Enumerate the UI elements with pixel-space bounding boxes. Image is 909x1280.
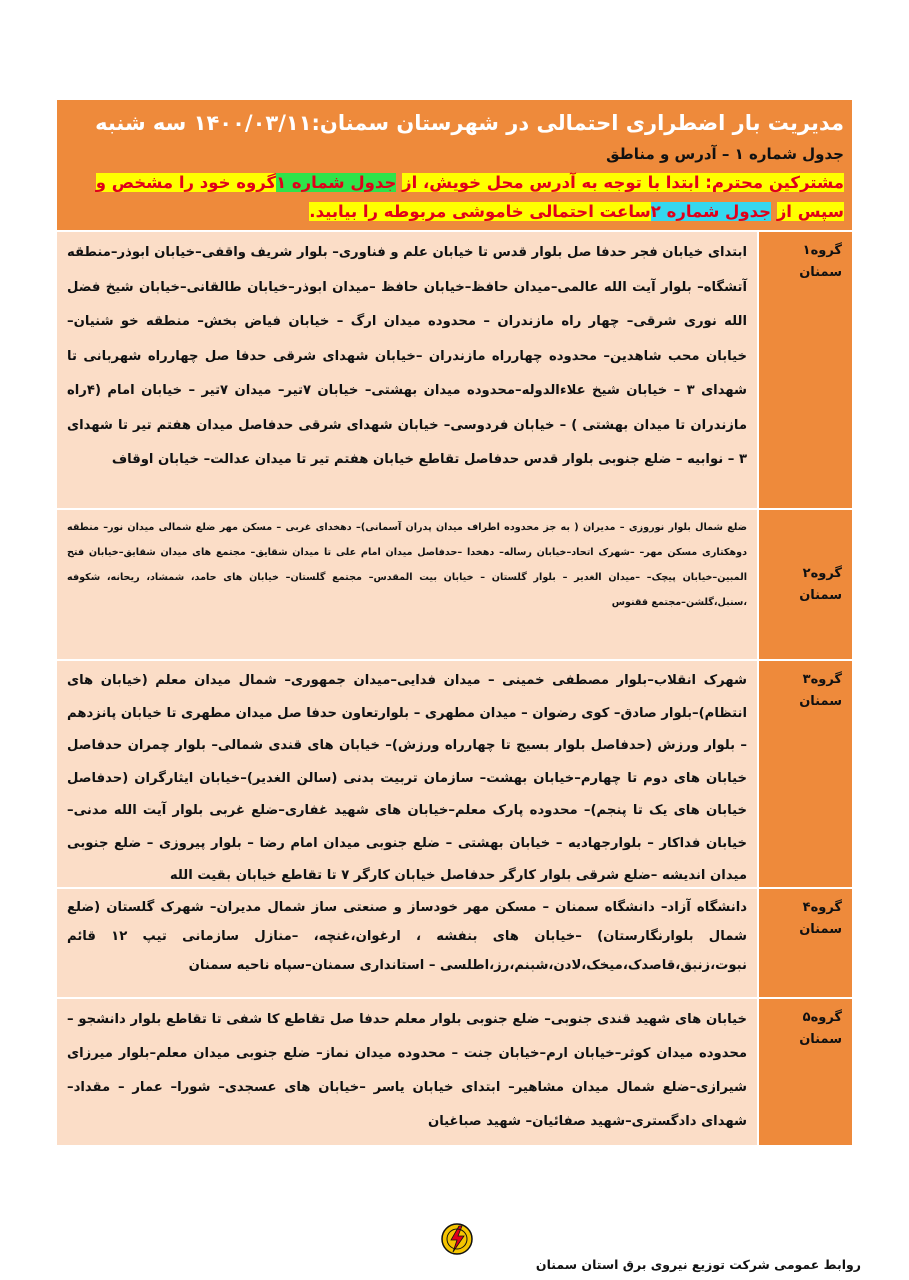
group-label-cell — [759, 232, 852, 508]
table-row — [57, 659, 852, 887]
group-label: گروه۵ — [802, 1010, 842, 1025]
announcement-document — [57, 100, 852, 1145]
notice-part-1: مشترکین محترم: ابتدا با توجه به آدرس محل خویش، از — [402, 173, 844, 192]
notice-part-5: ساعت احتمالی خاموشی مربوطه را بیابید. — [309, 202, 651, 221]
group-label: گروه۳ — [802, 672, 842, 687]
group-address-cell: دانشگاه آزاد– دانشگاه سمنان – مسکن مهر خودساز و صنعتی ساز شمال مدیران– شهرک گلستان (ضلع شمال بلوارنگارستان) –خیابان های بنفشه ، ارغوان،غنچه، –منازل سازمانی تیپ ۱۲ قائم نبوت،زنبق،قاصدک،میخک،لادن،شبنم،رز،اطلسی – استانداری سمنان–سپاه ناحیه سمنان — [57, 889, 759, 997]
group-label-cell — [759, 661, 852, 887]
group-address-cell: خیابان های شهید قندی جنوبی– ضلع جنوبی بلوار معلم حدفا صل تقاطع کا شفی تا تقاطع بلوار دانشجو – محدوده میدان کوثر–خیابان ارم–خیابان جنت – محدوده میدان نماز– ضلع جنوبی میدان معلم–بلوار میرزای شیرازی–ضلع شمال میدان مشاهیر– ابتدای خیابان یاسر –خیابان های عسجدی– شورا– عمار – مقداد– شهدای دادگستری–شهید صفائیان– شهید صباغیان — [57, 999, 759, 1145]
group-address-cell: ضلع شمال بلوار نوروزی – مدیران ( به جز محدوده اطراف میدان پدران آسمانی)– دهخدای غربی – مسکن مهر ضلع شمالی میدان نور– منطقه دوهکتاری مسکن مهر– –شهرک اتحاد–خیابان رساله– دهخدا –حدفاصل میدان امام علی تا میدان شقایق– مجتمع های میدان شقایق–خیابان فتح المبین–خیابان پیچک– –میدان الغدیر – بلوار گلستان – خیابان بیت المقدس– مجتمع گلستان– خیابان های حامد، شمشاد، ریحانه، شکوفه ،سنبل،گلشن–مجتمع ققنوس — [57, 510, 759, 659]
group-label: گروه۲ — [802, 565, 842, 581]
group-label: گروه۴ — [802, 900, 842, 915]
group-label-cell — [759, 999, 852, 1145]
notice-part-2: جدول شماره ۱ — [276, 173, 397, 192]
power-company-logo-icon — [440, 1222, 474, 1256]
table-row — [57, 230, 852, 508]
group-city: سمنان — [799, 587, 842, 603]
page-title: مدیریت بار اضطراری احتمالی در شهرستان سمنان:۱۴۰۰/۰۳/۱۱ سه شنبه — [95, 111, 844, 135]
group-table — [57, 230, 852, 1145]
footer-credit: روابط عمومی شرکت توزیع نیروی برق استان سمنان — [535, 1257, 861, 1272]
notice-part-3: گروه خود را مشخص و سپس از — [95, 173, 844, 221]
group-address-cell: شهرک انقلاب–بلوار مصطفی خمینی – میدان فدایی–میدان جمهوری– شمال میدان معلم (خیابان های انتظام)–بلوار صادق– کوی رضوان – میدان مطهری – بلوارتعاون حدفا صل میدان مطهری تا خیابان پانزدهم – بلوار ورزش (حدفاصل بلوار بسیج تا چهارراه ورزش)– خیابان های قندی شمالی– بلوار چمران حدفاصل خیابان های دوم تا چهارم–خیابان بهشت– سازمان تربیت بدنی (سالن الغدیر)–خیابان ایثارگران (حدفاصل خیابان های یک تا پنجم)– محدوده پارک معلم–خیابان های شهید غفاری–ضلع غربی بلوار آیت الله مدنی–خیابان فداکار – بلوارجهادیه – خیابان بهشتی – ضلع جنوبی میدان امام رضا – بلوار پیروزی – ضلع جنوبی میدان اندیشه –ضلع شرقی بلوار کارگر حدفاصل خیابان کارگر ۷ تا تقاطع خیابان بقیت الله — [57, 661, 759, 887]
group-label-cell — [759, 889, 852, 997]
header-band — [57, 100, 852, 230]
group-address-cell: ابتدای خیابان فجر حدفا صل بلوار قدس تا خیابان علم و فناوری– بلوار شریف واقفی–خیابان ابوذر–منطقه آتشگاه– بلوار آیت الله عالمی–میدان حافظ–خیابان حافظ –میدان ابوذر–خیابان طالقانی–خیابان شیخ فضل الله نوری شرقی– چهار راه مازندران – محدوده میدان ارگ – خیابان فیاض بخش– منطقه خو شنیان– خیابان محب شاهدین– محدوده چهارراه مازندران –خیابان شهدای شرقی حدفا صل چهارراه شهربانی تا شهدای ۳ – خیابان شیخ علاءالدوله–محدوده میدان بهشتی– خیابان ۷تیر– میدان ۷تیر – خیابان امام (۴راه مازندران تا میدان بهشتی ) – خیابان فردوسی– خیابان شهدای شرقی حدفاصل میدان هفتم تیر تا شهدای ۳ – نوابیه – ضلع جنوبی بلوار قدس حدفاصل تقاطع خیابان هفتم تیر تا میدان عدالت– خیابان اوقاف — [57, 232, 759, 508]
group-city: سمنان — [799, 694, 842, 709]
group-city: سمنان — [799, 1032, 842, 1047]
group-city: سمنان — [799, 922, 842, 937]
group-city: سمنان — [799, 265, 842, 280]
table-row — [57, 887, 852, 997]
table-row — [57, 508, 852, 659]
group-label-cell — [759, 510, 852, 659]
notice-part-4: جدول شماره ۲ — [650, 202, 772, 221]
notice-text — [65, 168, 844, 226]
group-label: گروه۱ — [802, 243, 842, 258]
table-row — [57, 997, 852, 1145]
table-subtitle: جدول شماره ۱ – آدرس و مناطق — [606, 145, 844, 163]
